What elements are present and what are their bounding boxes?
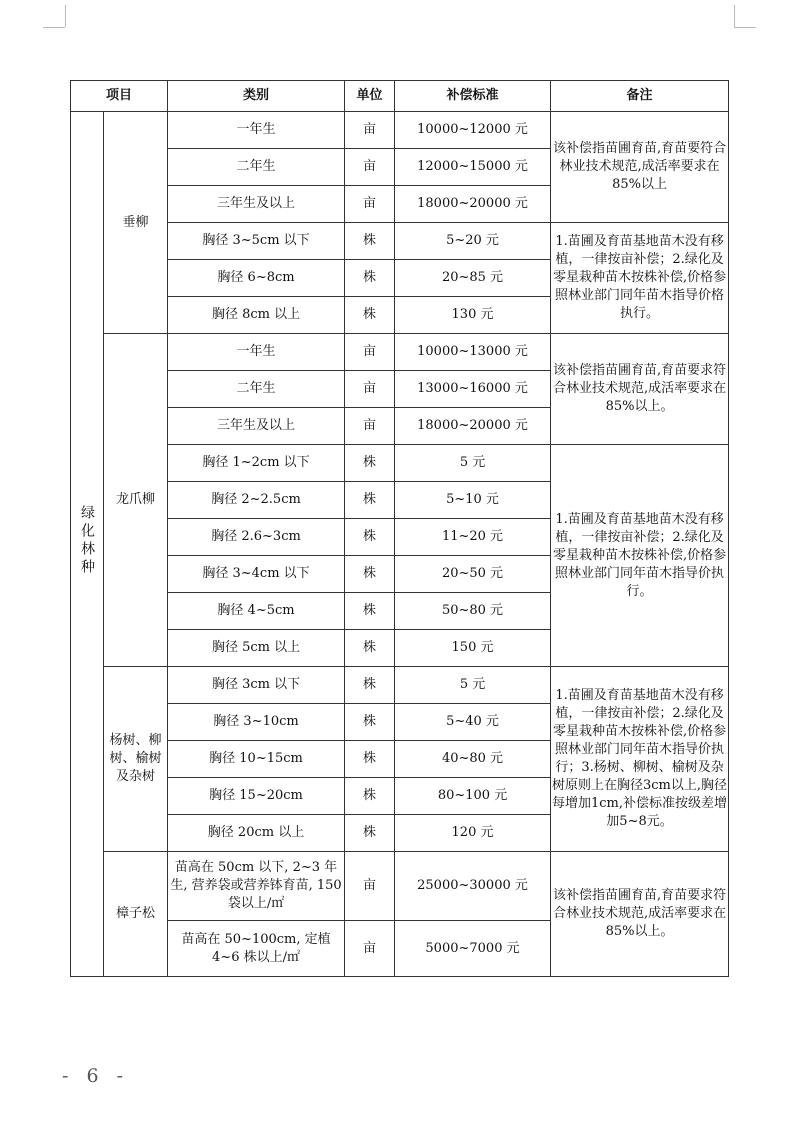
standard-cell: 5 元 bbox=[395, 445, 551, 482]
category-cell: 胸径 3~5cm 以下 bbox=[168, 223, 345, 260]
unit-cell: 亩 bbox=[345, 334, 395, 371]
table-row bbox=[71, 223, 729, 260]
standard-cell: 10000~13000 元 bbox=[395, 334, 551, 371]
category-cell: 苗高在 50cm 以下, 2~3 年生, 营养袋或营养钵育苗, 150 袋以上/㎡ bbox=[168, 852, 345, 921]
category-cell: 胸径 4~5cm bbox=[168, 593, 345, 630]
standard-cell: 25000~30000 元 bbox=[395, 852, 551, 921]
category-cell: 胸径 6~8cm bbox=[168, 260, 345, 297]
unit-cell: 株 bbox=[345, 445, 395, 482]
table-row bbox=[71, 445, 729, 482]
unit-cell: 株 bbox=[345, 297, 395, 334]
table-row bbox=[71, 334, 729, 371]
compensation-table bbox=[70, 80, 729, 977]
page-number: - 6 - bbox=[62, 1065, 130, 1087]
unit-cell: 株 bbox=[345, 260, 395, 297]
header-category: 类别 bbox=[168, 81, 345, 112]
section-name: 樟子松 bbox=[104, 852, 168, 977]
category-cell: 胸径 15~20cm bbox=[168, 778, 345, 815]
table-row bbox=[71, 667, 729, 704]
standard-cell: 20~50 元 bbox=[395, 556, 551, 593]
remark-cell: 1.苗圃及育苗基地苗木没有移植，一律按亩补偿；2.绿化及零星栽种苗木按株补偿,价格参照林业部门同年苗木指导价格执行。 bbox=[551, 223, 729, 334]
unit-cell: 亩 bbox=[345, 921, 395, 977]
remark-cell: 该补偿指苗圃育苗,育苗要符合林业技术规范,成活率要求在85%以上 bbox=[551, 112, 729, 223]
table-header-row bbox=[71, 81, 729, 112]
section-name: 龙爪柳 bbox=[104, 334, 168, 667]
crop-mark-top-right bbox=[734, 5, 735, 27]
standard-cell: 120 元 bbox=[395, 815, 551, 852]
section-name: 杨树、柳树、榆树及杂树 bbox=[104, 667, 168, 852]
table-row bbox=[71, 852, 729, 921]
category-cell: 一年生 bbox=[168, 334, 345, 371]
unit-cell: 株 bbox=[345, 741, 395, 778]
category-cell: 胸径 10~15cm bbox=[168, 741, 345, 778]
category-cell: 苗高在 50~100cm, 定植 4~6 株以上/㎡ bbox=[168, 921, 345, 977]
category-cell: 三年生及以上 bbox=[168, 186, 345, 223]
category-cell: 三年生及以上 bbox=[168, 408, 345, 445]
unit-cell: 亩 bbox=[345, 112, 395, 149]
header-unit: 单位 bbox=[345, 81, 395, 112]
unit-cell: 株 bbox=[345, 556, 395, 593]
standard-cell: 5~20 元 bbox=[395, 223, 551, 260]
standard-cell: 12000~15000 元 bbox=[395, 149, 551, 186]
remark-cell: 1.苗圃及育苗基地苗木没有移植，一律按亩补偿；2.绿化及零星栽种苗木按株补偿,价格参照林业部门同年苗木指导价执行；3.杨树、柳树、榆树及杂树原则上在胸径3cm以上,胸径每增加1cm,补偿标准按级差增加5~8元。 bbox=[551, 667, 729, 852]
unit-cell: 株 bbox=[345, 593, 395, 630]
unit-cell: 亩 bbox=[345, 852, 395, 921]
unit-cell: 亩 bbox=[345, 408, 395, 445]
remark-cell: 该补偿指苗圃育苗,育苗要求符合林业技术规范,成活率要求在85%以上。 bbox=[551, 852, 729, 977]
standard-cell: 10000~12000 元 bbox=[395, 112, 551, 149]
category-cell: 二年生 bbox=[168, 149, 345, 186]
unit-cell: 株 bbox=[345, 223, 395, 260]
standard-cell: 5000~7000 元 bbox=[395, 921, 551, 977]
standard-cell: 40~80 元 bbox=[395, 741, 551, 778]
category-cell: 胸径 2~2.5cm bbox=[168, 482, 345, 519]
unit-cell: 株 bbox=[345, 519, 395, 556]
standard-cell: 50~80 元 bbox=[395, 593, 551, 630]
standard-cell: 13000~16000 元 bbox=[395, 371, 551, 408]
unit-cell: 亩 bbox=[345, 149, 395, 186]
category-cell: 胸径 20cm 以上 bbox=[168, 815, 345, 852]
section-name: 垂柳 bbox=[104, 112, 168, 334]
unit-cell: 亩 bbox=[345, 186, 395, 223]
remark-cell: 1.苗圃及育苗基地苗木没有移植，一律按亩补偿；2.绿化及零星栽种苗木按株补偿,价格参照林业部门同年苗木指导价执行。 bbox=[551, 445, 729, 667]
standard-cell: 11~20 元 bbox=[395, 519, 551, 556]
unit-cell: 株 bbox=[345, 704, 395, 741]
header-remark: 备注 bbox=[551, 81, 729, 112]
standard-cell: 5~10 元 bbox=[395, 482, 551, 519]
unit-cell: 株 bbox=[345, 815, 395, 852]
category-cell: 二年生 bbox=[168, 371, 345, 408]
category-cell: 胸径 1~2cm 以下 bbox=[168, 445, 345, 482]
category-cell: 胸径 3~4cm 以下 bbox=[168, 556, 345, 593]
crop-mark-top-left bbox=[43, 27, 65, 28]
unit-cell: 亩 bbox=[345, 371, 395, 408]
category-cell: 胸径 3cm 以下 bbox=[168, 667, 345, 704]
group-label: 绿化林种 bbox=[71, 112, 104, 977]
header-standard: 补偿标准 bbox=[395, 81, 551, 112]
category-cell: 胸径 8cm 以上 bbox=[168, 297, 345, 334]
standard-cell: 5 元 bbox=[395, 667, 551, 704]
standard-cell: 18000~20000 元 bbox=[395, 186, 551, 223]
standard-cell: 5~40 元 bbox=[395, 704, 551, 741]
standard-cell: 150 元 bbox=[395, 630, 551, 667]
table-row bbox=[71, 112, 729, 149]
category-cell: 一年生 bbox=[168, 112, 345, 149]
standard-cell: 18000~20000 元 bbox=[395, 408, 551, 445]
standard-cell: 130 元 bbox=[395, 297, 551, 334]
standard-cell: 80~100 元 bbox=[395, 778, 551, 815]
crop-mark-top-left bbox=[65, 5, 66, 27]
unit-cell: 株 bbox=[345, 630, 395, 667]
category-cell: 胸径 3~10cm bbox=[168, 704, 345, 741]
category-cell: 胸径 5cm 以上 bbox=[168, 630, 345, 667]
unit-cell: 株 bbox=[345, 482, 395, 519]
category-cell: 胸径 2.6~3cm bbox=[168, 519, 345, 556]
header-item: 项目 bbox=[71, 81, 168, 112]
unit-cell: 株 bbox=[345, 667, 395, 704]
unit-cell: 株 bbox=[345, 778, 395, 815]
remark-cell: 该补偿指苗圃育苗,育苗要求符合林业技术规范,成活率要求在85%以上。 bbox=[551, 334, 729, 445]
standard-cell: 20~85 元 bbox=[395, 260, 551, 297]
crop-mark-top-right bbox=[734, 27, 756, 28]
